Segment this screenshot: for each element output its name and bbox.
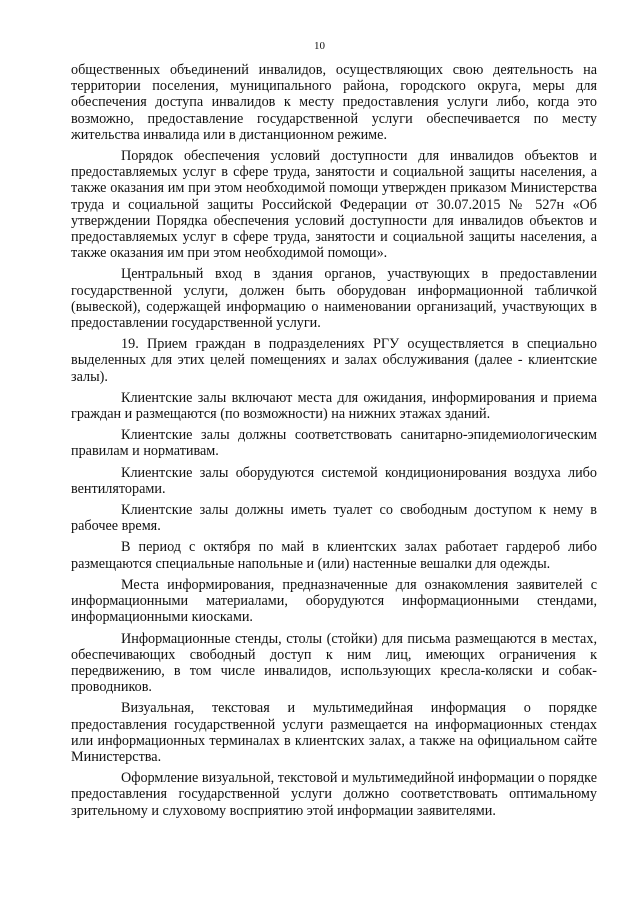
- paragraph-cloakroom: В период с октября по май в клиентских залах работает гардероб либо размещаются специальные напольные и (или) настенные вешалки для одежды.: [71, 539, 597, 572]
- paragraph-information-design: Оформление визуальной, текстовой и мультимедийной информации о порядке предоставления государственной услуги должно соответствовать оптимальному зрительному и слуховому восприятию этой информации заявителями.: [71, 770, 597, 819]
- document-body: [71, 62, 597, 824]
- paragraph-client-halls-include: Клиентские залы включают места для ожидания, информирования и приема граждан и размещаются (по возможности) на нижних этажах зданий.: [71, 389, 597, 423]
- paragraph-multimedia-information: Визуальная, текстовая и мультимедийная информация о порядке предоставления государственной услуги размещается на информационных стендах или информационных терминалах в клиентских залах, а также на официальном сайте Министерства.: [71, 700, 597, 765]
- paragraph-sanitary-rules: Клиентские залы должны соответствовать санитарно-эпидемиологическим правилам и нормативам.: [71, 427, 597, 460]
- paragraph-air-conditioning: Клиентские залы оборудуются системой кондиционирования воздуха либо вентиляторами.: [71, 464, 597, 497]
- page-number: 10: [314, 40, 325, 52]
- paragraph-toilet: Клиентские залы должны иметь туалет со свободным доступом к нему в рабочее время.: [71, 502, 597, 535]
- paragraph-item-19: 19. Прием граждан в подразделениях РГУ осуществляется в специально выделенных для этих целей помещениях и залах обслуживания (далее - клиентские залы).: [71, 336, 597, 385]
- paragraph-central-entrance: Центральный вход в здания органов, участвующих в предоставлении государственной услуги, должен быть оборудован информационной табличкой (вывеской), содержащей информацию о наименовании организаций, участвующих в предоставлении государственной услуги.: [71, 266, 597, 332]
- paragraph-accessibility-order: Порядок обеспечения условий доступности для инвалидов объектов и предоставляемых услуг в сфере труда, занятости и социальной защиты населения, а также оказания им при этом необходимой помощи утвержден приказом Министерства труда и социальной защиты Российской Федерации от 30.07.2015 № 527н «Об утверждении Порядка обеспечения условий доступности для инвалидов объектов и предоставляемых услуг в сфере труда, занятости и социальной защиты населения, а также оказания им при этом необходимой помощи».: [71, 148, 597, 262]
- paragraph-information-stands: Информационные стенды, столы (стойки) для письма размещаются в местах, обеспечивающих свободный доступ к ним лиц, имеющих ограничения к передвижению, в том числе инвалидов, использующих кресла-коляски и собак-проводников.: [71, 630, 597, 696]
- paragraph-information-places: Места информирования, предназначенные для ознакомления заявителей с информационными материалами, оборудуются информационными стендами, информационными киосками.: [71, 576, 597, 626]
- paragraph-continuation: общественных объединений инвалидов, осуществляющих свою деятельность на территории поселения, муниципального района, городского округа, меры для обеспечения доступа инвалидов к месту предоставления услуги либо, когда это возможно, предоставление государственной услуги обеспечивается по месту жительства инвалида или в дистанционном режиме.: [71, 62, 597, 143]
